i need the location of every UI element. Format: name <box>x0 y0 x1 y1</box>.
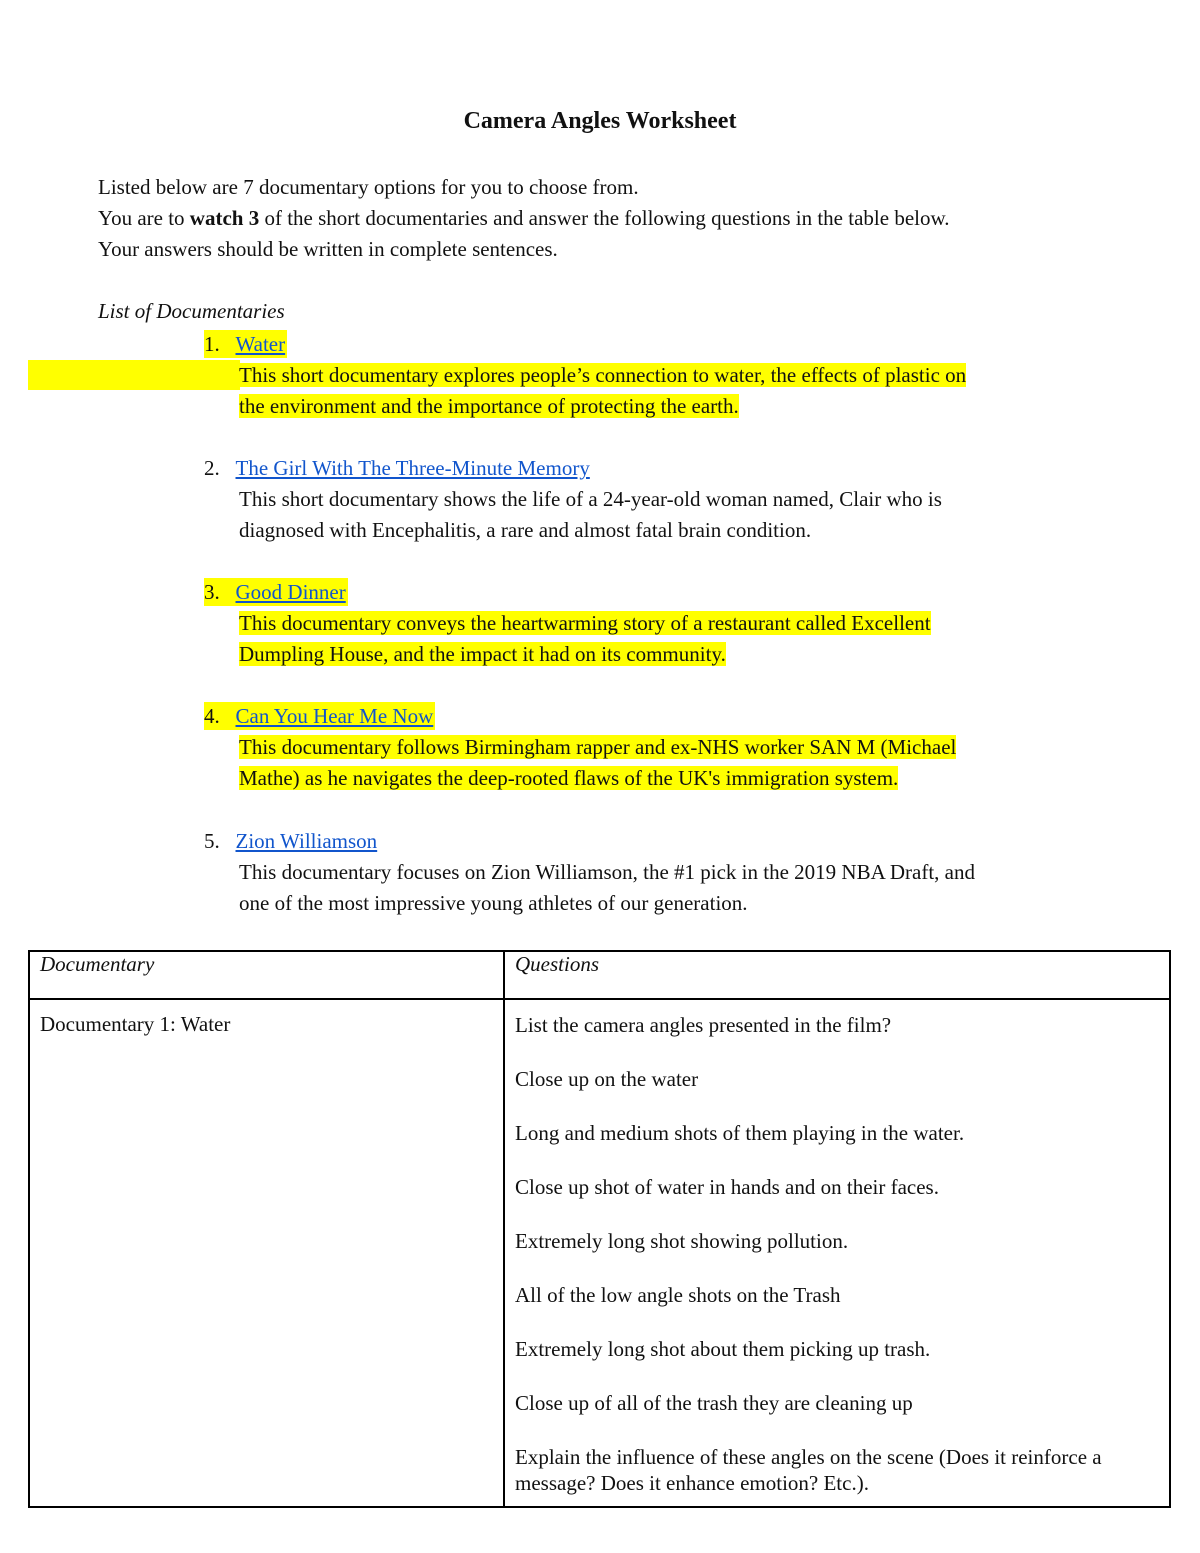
item-5-desc-2: one of the most impressive young athletes of our generation. <box>239 891 748 915</box>
item-3-desc-1 <box>239 609 931 637</box>
list-item-1-header <box>204 330 287 358</box>
answers-cell <box>504 999 1170 1507</box>
item-1-desc-2 <box>239 392 739 420</box>
list-item-5-header <box>204 827 377 855</box>
item-3-desc-2 <box>239 640 726 668</box>
list-item-3-header <box>204 578 348 606</box>
header-questions: Questions <box>504 951 1170 999</box>
intro-line-1: Listed below are 7 documentary options for you to choose from. <box>98 175 639 199</box>
intro-text: You are to <box>98 206 190 230</box>
item-4-desc-2 <box>239 764 898 792</box>
intro-bold: watch 3 <box>189 206 260 230</box>
table-row <box>29 999 1170 1507</box>
documentary-cell: Documentary 1: Water <box>29 999 504 1507</box>
questions-table <box>28 950 1171 1508</box>
documentary-link-girl-three-minute-memory[interactable]: The Girl With The Three-Minute Memory <box>235 456 590 480</box>
item-2-desc-2: diagnosed with Encephalitis, a rare and almost fatal brain condition. <box>239 518 812 542</box>
answer-line: Close up of all of the trash they are cleaning up <box>515 1391 913 1415</box>
item-2-desc-1: This short documentary shows the life of a 24-year-old woman named, Clair who is <box>239 487 942 511</box>
answer-line: Close up on the water <box>515 1067 699 1091</box>
item-number: 3. <box>204 580 220 604</box>
intro-line-2 <box>98 204 950 232</box>
item-number: 5. <box>204 829 220 853</box>
answer-line: Extremely long shot showing pollution. <box>515 1229 849 1253</box>
documentary-link-can-you-hear-me-now[interactable]: Can You Hear Me Now <box>235 704 434 728</box>
item-number: 1. <box>204 332 220 356</box>
list-item-2-header <box>204 454 590 482</box>
answer-line: Explain the influence of these angles on the scene (Does it reinforce a message? Does it enhance emotion? Etc.). <box>515 1445 1102 1495</box>
item-number: 2. <box>204 456 220 480</box>
desc-text: the environment and the importance of protecting the earth. <box>239 394 739 418</box>
intro-line-3: Your answers should be written in complete sentences. <box>98 237 558 261</box>
answer-line: Long and medium shots of them playing in the water. <box>515 1121 965 1145</box>
desc-text: This documentary follows Birmingham rapper and ex-NHS worker SAN M (Michael <box>239 735 957 759</box>
header-documentary: Documentary <box>29 951 504 999</box>
documentary-link-good-dinner[interactable]: Good Dinner <box>235 580 346 604</box>
highlight-bar <box>28 360 240 390</box>
list-item-4-header <box>204 702 435 730</box>
item-4-desc-1 <box>239 733 956 761</box>
answer-line: List the camera angles presented in the film? <box>515 1013 892 1037</box>
item-5-desc-1: This documentary focuses on Zion Williamson, the #1 pick in the 2019 NBA Draft, and <box>239 860 975 884</box>
desc-text: Dumpling House, and the impact it had on its community. <box>239 642 726 666</box>
list-heading: List of Documentaries <box>98 299 285 323</box>
table-header-row <box>29 951 1170 999</box>
desc-text: This short documentary explores people’s connection to water, the effects of plastic on <box>239 363 967 387</box>
item-1-desc-1 <box>239 361 966 389</box>
documentary-link-water[interactable]: Water <box>235 332 286 356</box>
answer-line: Close up shot of water in hands and on their faces. <box>515 1175 939 1199</box>
item-number: 4. <box>204 704 220 728</box>
intro-text: of the short documentaries and answer the following questions in the table below. <box>259 206 950 230</box>
documentary-link-zion-williamson[interactable]: Zion Williamson <box>235 829 378 853</box>
page-title: Camera Angles Worksheet <box>463 108 737 134</box>
desc-text: Mathe) as he navigates the deep-rooted flaws of the UK's immigration system. <box>239 766 899 790</box>
answer-line: All of the low angle shots on the Trash <box>515 1283 841 1307</box>
answer-line: Extremely long shot about them picking up trash. <box>515 1337 931 1361</box>
desc-text: This documentary conveys the heartwarming story of a restaurant called Excellent <box>239 611 931 635</box>
